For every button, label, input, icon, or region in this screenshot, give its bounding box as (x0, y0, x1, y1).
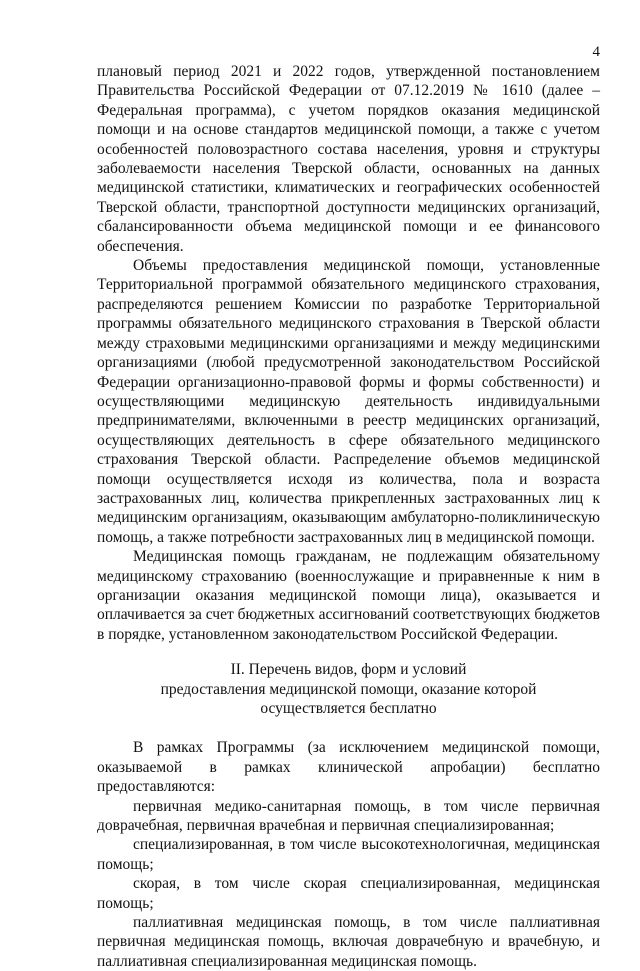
paragraph-non-insured-care: Медицинская помощь гражданам, не подлежащим обязательному медицинскому страхованию (военнослужащие и приравненные к ним в организации оказания медицинской помощи лица), оказывается и оплачивается за счет бюджетных ассигнований соответствующих бюджетов в порядке, установленном законодательством Российской Федерации. (97, 548, 601, 643)
list-item-emergency-care: скорая, в том числе скорая специализированная, медицинская помощь; (97, 875, 600, 912)
paragraph-program-intro: В рамках Программы (за исключением медицинской помощи, оказываемой в рамках клинической апробации) бесплатно предоставляются: (97, 739, 600, 796)
section-heading-line-3: осуществляется бесплатно (260, 700, 437, 717)
section-heading (97, 660, 600, 718)
list-item-specialized-care: специализированная, в том числе высокотехнологичная, медицинская помощь; (97, 836, 600, 873)
document-body (97, 62, 600, 971)
list-item-primary-care: первичная медико-санитарная помощь, в том числе первичная доврачебная, первичная врачебная и первичная специализированная; (97, 797, 600, 835)
section-heading-line-2: предоставления медицинской помощи, оказание которой (160, 680, 537, 698)
section-heading-line-1: II. Перечень видов, форм и условий (230, 661, 467, 679)
list-item-palliative-care: паллиативная медицинская помощь, в том числе паллиативная первичная медицинская помощь, включая доврачебную и врачебную, и паллиативная специализированная медицинская помощь. (97, 914, 600, 970)
paragraph-continuation: плановый период 2021 и 2022 годов, утвержденной постановлением Правительства Российской Федерации от 07.12.2019 № 1610 (далее – Федеральная программа), с учетом порядков оказания медицинской помощи и на основе стандартов медицинской помощи, а также с учетом особенностей половозрастного состава населения, уровня и структуры заболеваемости населения Тверской области, основанных на данных медицинской статистики, климатических и географических особенностей Тверской области, транспортной доступности медицинских организаций, сбалансированности объема медицинской помощи и ее финансового обеспечения. (97, 63, 600, 255)
paragraph-volumes-distribution: Объемы предоставления медицинской помощи, установленные Территориальной программой обязательного медицинского страхования, распределяются решением Комиссии по разработке Территориальной программы обязательного медицинского страхования в Тверской области между страховыми медицинскими организациями и между медицинскими организациями (любой предусмотренной законодательством Российской Федерации организационно-правовой формы и формы собственности) и осуществляющими медицинскую деятельность индивидуальными предпринимателями, включенными в реестр медицинских организаций, осуществляющих деятельность в сфере обязательного медицинского страхования Тверской области. Распределение объемов медицинской помощи осуществляется исходя из количества, пола и возраста застрахованных лиц, количества прикрепленных застрахованных лиц к медицинским организациям, оказывающим амбулаторно-поликлиническую помощь, а также потребности застрахованных лиц в медицинской помощи. (97, 257, 600, 546)
page-number: 4 (592, 44, 600, 60)
